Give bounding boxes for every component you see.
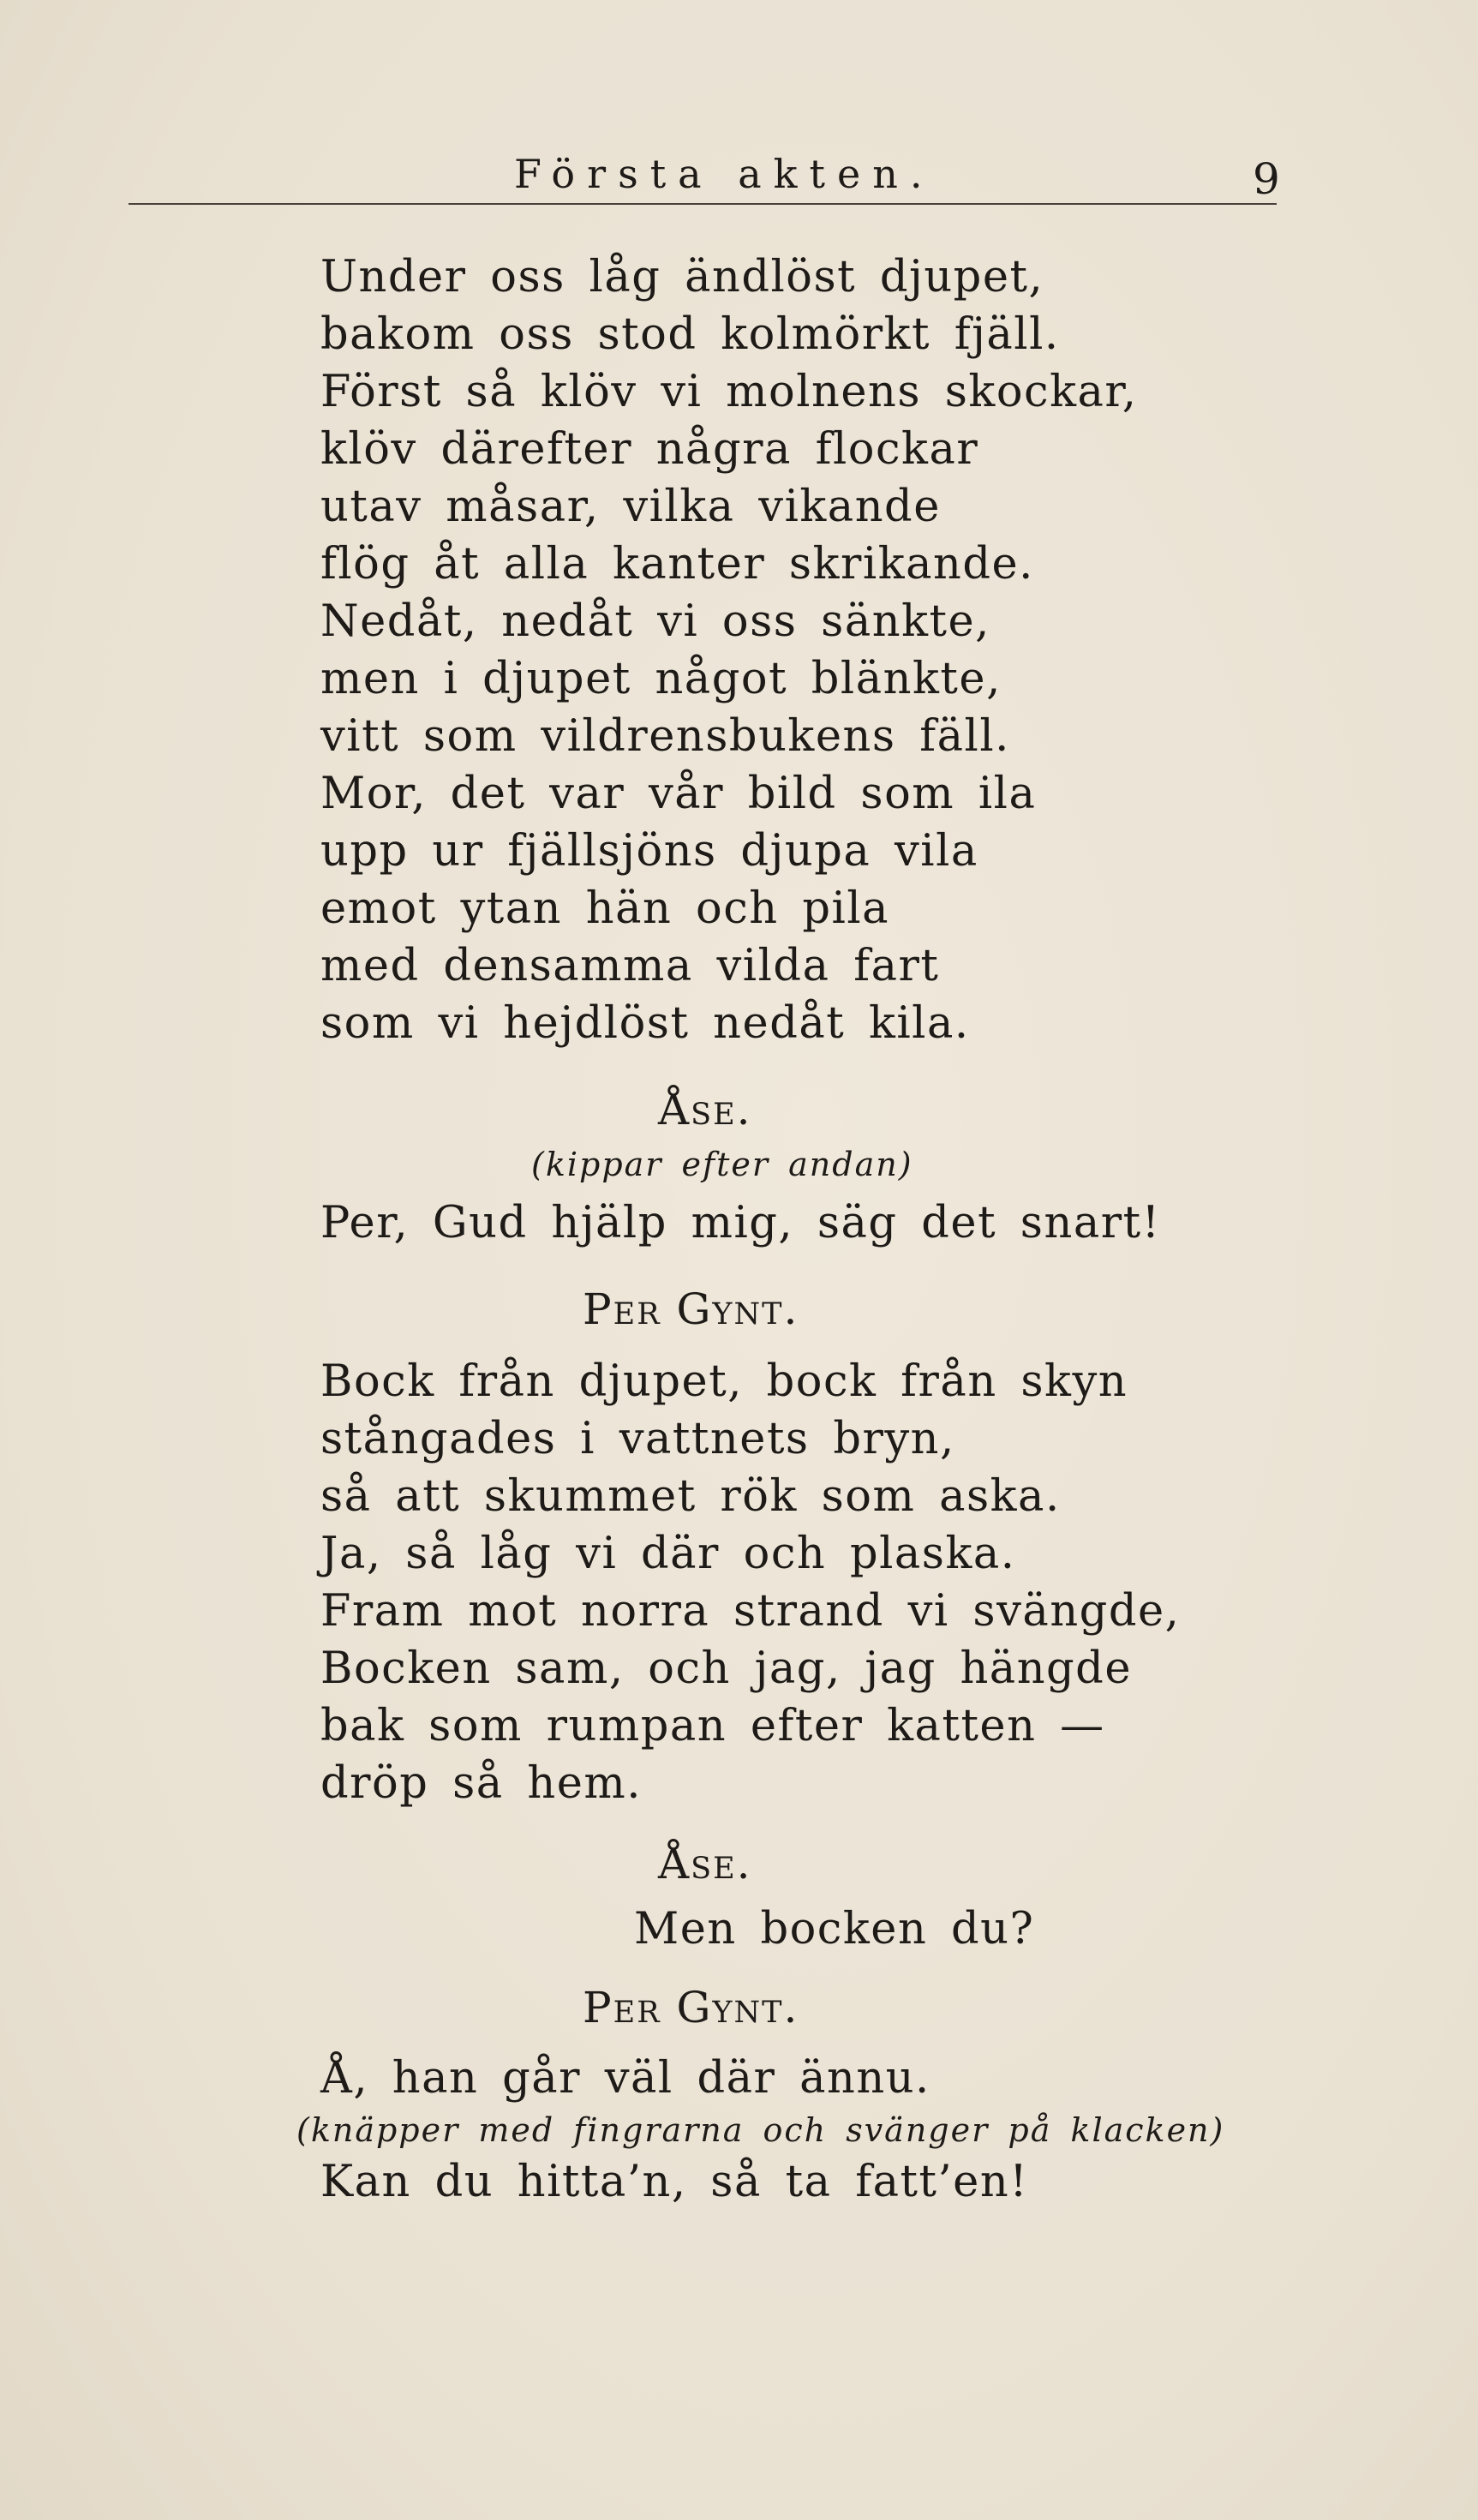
stage-direction: (kippar efter andan) — [531, 1146, 913, 1183]
speaker-name: Per Gynt. — [583, 1983, 799, 2032]
page-header — [0, 144, 1478, 204]
header-rule — [129, 203, 1277, 205]
speaker-name: Åse. — [658, 1839, 752, 1889]
verse-line: Nedåt, nedåt vi oss sänkte, — [320, 596, 990, 647]
verse-line: Ja, så låg vi där och plaska. — [320, 1529, 1016, 1579]
verse-line: Å, han går väl där ännu. — [320, 2053, 930, 2104]
running-title: Första akten. — [514, 151, 935, 197]
verse-line: Bock från djupet, bock från skyn — [320, 1356, 1128, 1407]
verse-line: Under oss låg ändlöst djupet, — [320, 252, 1044, 302]
verse-line: så att skummet rök som aska. — [320, 1471, 1061, 1522]
verse-line: flög åt alla kanter skrikande. — [320, 539, 1034, 590]
stage-direction: (knäpper med fingrarna och svänger på klacken) — [296, 2111, 1225, 2149]
verse-line: Kan du hitta’n, så ta fatt’en! — [320, 2157, 1029, 2207]
verse-line: upp ur fjällsjöns djupa vila — [320, 826, 978, 877]
verse-line: bak som rumpan efter katten — — [320, 1701, 1105, 1751]
verse-line: som vi hejdlöst nedåt kila. — [320, 998, 970, 1049]
verse-line: men i djupet något blänkte, — [320, 654, 1002, 704]
verse-line: Bocken sam, och jag, jag hängde — [320, 1643, 1133, 1694]
verse-line: Men bocken du? — [634, 1904, 1035, 1954]
verse-line: Mor, det var vår bild som ila — [320, 769, 1037, 819]
verse-line: dröp så hem. — [320, 1758, 642, 1809]
verse-line: Per, Gud hjälp mig, säg det snart! — [320, 1198, 1161, 1248]
verse-line: stångades i vattnets bryn, — [320, 1414, 955, 1464]
verse-line: med densamma vilda fart — [320, 941, 940, 991]
page-number: 9 — [1253, 154, 1280, 204]
verse-line: Först så klöv vi molnens skockar, — [320, 367, 1138, 417]
speaker-name: Per Gynt. — [583, 1284, 799, 1334]
speaker-name: Åse. — [658, 1085, 752, 1134]
verse-line: emot ytan hän och pila — [320, 883, 890, 934]
verse-line: klöv därefter några flockar — [320, 424, 979, 475]
verse-line: vitt som vildrensbukens fäll. — [320, 711, 1010, 762]
verse-line: Fram mot norra strand vi svängde, — [320, 1586, 1181, 1637]
verse-line: utav måsar, vilka vikande — [320, 482, 941, 532]
verse-line: bakom oss stod kolmörkt fjäll. — [320, 309, 1060, 360]
